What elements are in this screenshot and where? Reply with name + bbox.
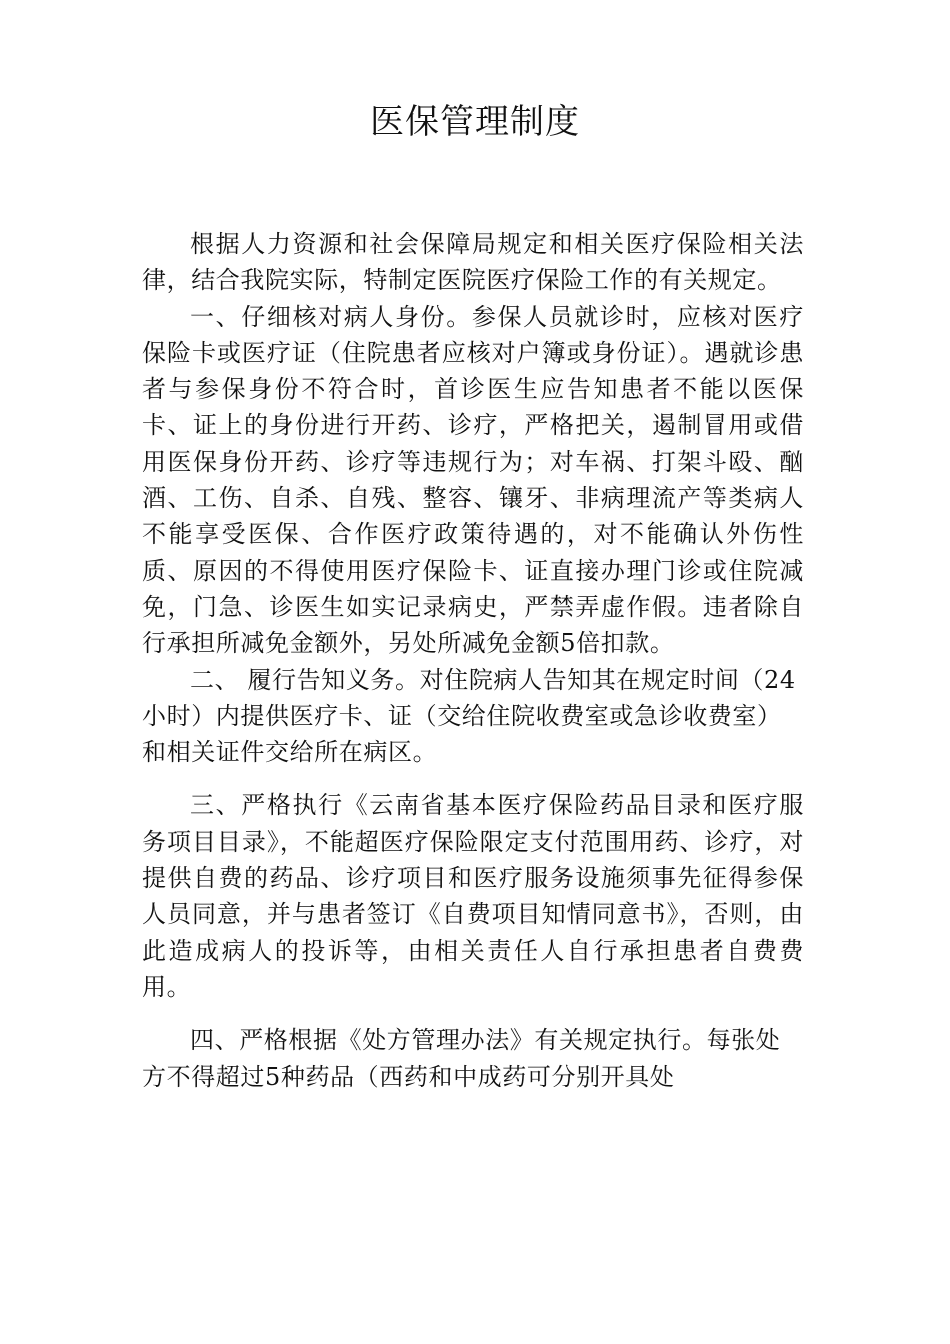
document-title: 医保管理制度 (370, 102, 580, 142)
paragraph-section-3: 三、严格执行《云南省基本医疗保险药品目录和医疗服务项目目录》，不能超医疗保险限定支付范围用药、诊疗，对提供自费的药品、诊疗项目和医疗服务设施须事先征得参保人员同意，并与患者签订《自费项目知情同意书》，否则，由此造成病人的投诉等，由相关责任人自行承担患者自费费用。 (142, 791, 804, 1001)
paragraph-intro: 根据人力资源和社会保障局规定和相关医疗保险相关法律，结合我院实际，特制定医院医疗保险工作的有关规定。 (142, 230, 804, 295)
paragraph-section-2: 二、 履行告知义务。对住院病人告知其在规定时间（24小时）内提供医疗卡、证（交给住院收费室或急诊收费室）和相关证件交给所在病区。 (142, 665, 796, 767)
document-body (142, 226, 804, 1095)
paragraph-section-1: 一、仔细核对病人身份。参保人员就诊时，应核对医疗保险卡或医疗证（住院患者应核对户簿或身份证）。遇就诊患者与参保身份不符合时，首诊医生应告知患者不能以医保卡、证上的身份进行开药、诊疗，严格把关，遏制冒用或借用医保身份开药、诊疗等违规行为；对车祸、打架斗殴、酗酒、工伤、自杀、自残、整容、镶牙、非病理流产等类病人不能享受医保、合作医疗政策待遇的，对不能确认外伤性质、原因的不得使用医疗保险卡、证直接办理门诊或住院减免，门急、诊医生如实记录病史，严禁弄虚作假。违者除自行承担所减免金额外，另处所减免金额5倍扣款。 (142, 302, 804, 658)
paragraph-section-4: 四、严格根据《处方管理办法》有关规定执行。每张处方不得超过5种药品（西药和中成药可分别开具处 (142, 1026, 781, 1091)
